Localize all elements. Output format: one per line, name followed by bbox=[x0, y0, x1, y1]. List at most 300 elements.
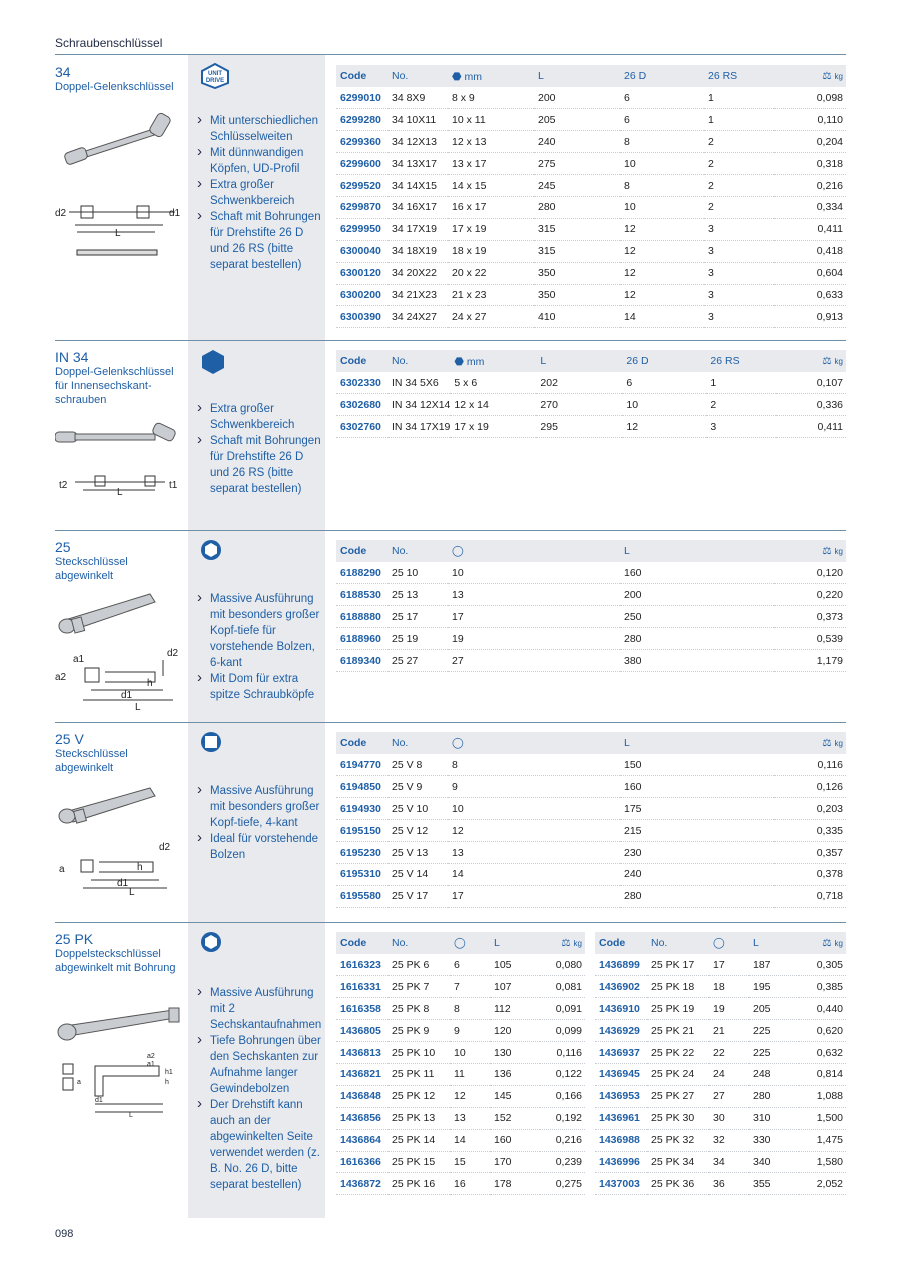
table-cell: 25 PK 36 bbox=[647, 1173, 709, 1195]
dim-label-right: t1 bbox=[169, 480, 178, 491]
table-cell: 21 bbox=[709, 1020, 749, 1042]
product-code: 1436902 bbox=[595, 976, 647, 998]
table-cell: 0,216 bbox=[774, 175, 846, 197]
table-cell: 13 bbox=[450, 1107, 490, 1129]
table-cell: 1,500 bbox=[799, 1107, 846, 1129]
product-code: 1436813 bbox=[336, 1042, 388, 1064]
table-row bbox=[336, 562, 846, 584]
dim-label-left: t2 bbox=[59, 480, 68, 491]
dim-label-a2: a2 bbox=[147, 1053, 155, 1060]
table-row bbox=[595, 1151, 846, 1173]
table-cell: 205 bbox=[749, 998, 799, 1020]
dim-label-d1: d1 bbox=[95, 1097, 103, 1104]
product-code: 1436945 bbox=[595, 1063, 647, 1085]
table-cell: 25 PK 6 bbox=[388, 954, 450, 976]
table-cell: 275 bbox=[534, 153, 620, 175]
table-row bbox=[336, 109, 846, 131]
table-cell: 0,411 bbox=[774, 218, 846, 240]
table-cell: 355 bbox=[749, 1173, 799, 1195]
table-cell: 280 bbox=[620, 628, 774, 650]
table-cell: 15 bbox=[450, 1151, 490, 1173]
table-cell: 280 bbox=[534, 196, 620, 218]
dim-label-h: h bbox=[137, 862, 143, 873]
feature-item: › Mit dünnwandigen Köpfen, UD-Profil bbox=[196, 145, 325, 177]
table-cell: 34 12X13 bbox=[388, 131, 448, 153]
product-table bbox=[336, 350, 846, 438]
table-cell: 8 bbox=[620, 131, 704, 153]
table-row bbox=[336, 863, 846, 885]
table-cell: 2 bbox=[704, 175, 774, 197]
product-drawing bbox=[55, 782, 185, 897]
table-row bbox=[336, 284, 846, 306]
dim-label-a2: a2 bbox=[55, 672, 67, 683]
col-header-length: L bbox=[490, 932, 540, 954]
table-cell: 380 bbox=[620, 650, 774, 672]
dim-label-d1: d1 bbox=[121, 690, 133, 701]
table-cell: 6 bbox=[450, 954, 490, 976]
table-row bbox=[336, 842, 846, 864]
table-cell: 1 bbox=[704, 109, 774, 131]
product-code: 6195310 bbox=[336, 863, 388, 885]
product-code: 6195150 bbox=[336, 820, 388, 842]
table-cell: 27 bbox=[448, 650, 620, 672]
table-row bbox=[595, 1085, 846, 1107]
table-cell: 0,204 bbox=[774, 131, 846, 153]
table-cell: 0,604 bbox=[774, 262, 846, 284]
table-cell: 280 bbox=[620, 885, 774, 907]
table-cell: 0,275 bbox=[540, 1173, 585, 1195]
table-cell: 0,091 bbox=[540, 998, 585, 1020]
feature-item: › Schaft mit Bohrungen für Drehstifte 26 D und 26 RS (bitte separat bestellen) bbox=[196, 433, 325, 497]
table-cell: 130 bbox=[490, 1042, 540, 1064]
product-code: 6300390 bbox=[336, 306, 388, 328]
table-cell: 25 V 13 bbox=[388, 842, 448, 864]
product-table-left bbox=[336, 932, 585, 1195]
table-cell: 20 x 22 bbox=[448, 262, 534, 284]
table-cell: 0,620 bbox=[799, 1020, 846, 1042]
table-cell: 0,318 bbox=[774, 153, 846, 175]
table-cell: 195 bbox=[749, 976, 799, 998]
product-table bbox=[336, 540, 846, 672]
table-cell: 0,099 bbox=[540, 1020, 585, 1042]
table-cell: 105 bbox=[490, 954, 540, 976]
table-cell: 1 bbox=[706, 372, 776, 394]
product-code: 6194850 bbox=[336, 776, 388, 798]
page-number: 098 bbox=[55, 1228, 74, 1240]
table-cell: 22 bbox=[709, 1042, 749, 1064]
dim-label-length: L bbox=[129, 1112, 133, 1119]
table-cell: 25 V 12 bbox=[388, 820, 448, 842]
table-cell: 0,081 bbox=[540, 976, 585, 998]
product-code: 1436953 bbox=[595, 1085, 647, 1107]
table-cell: 0,116 bbox=[540, 1042, 585, 1064]
table-row bbox=[336, 87, 846, 109]
table-cell: 0,122 bbox=[540, 1063, 585, 1085]
feature-list bbox=[196, 401, 325, 497]
dim-label-a: a bbox=[77, 1079, 81, 1086]
table-cell: 1,475 bbox=[799, 1129, 846, 1151]
table-cell: 10 bbox=[448, 562, 620, 584]
section-number: 25 PK bbox=[55, 931, 94, 947]
table-row bbox=[595, 1020, 846, 1042]
table-cell: 215 bbox=[620, 820, 774, 842]
product-code: 1437003 bbox=[595, 1173, 647, 1195]
feature-item: › Massive Ausführung mit besonders großer Kopf-tiefe, 4-kant bbox=[196, 783, 325, 831]
product-code: 1616323 bbox=[336, 954, 388, 976]
table-cell: 12 x 14 bbox=[450, 394, 536, 416]
table-cell: 16 x 17 bbox=[448, 196, 534, 218]
product-code: 1436821 bbox=[336, 1063, 388, 1085]
table-cell: 187 bbox=[749, 954, 799, 976]
section-number: 25 bbox=[55, 539, 71, 555]
col-header-no: No. bbox=[388, 540, 448, 562]
table-cell: 25 PK 10 bbox=[388, 1042, 450, 1064]
table-cell: 3 bbox=[704, 262, 774, 284]
table-cell: 10 bbox=[620, 196, 704, 218]
table-row bbox=[336, 196, 846, 218]
unit-drive-icon bbox=[200, 63, 230, 89]
section-number: 25 V bbox=[55, 731, 84, 747]
kg-scale-icon: ⚖ kg bbox=[774, 65, 846, 87]
product-code: 1436899 bbox=[595, 954, 647, 976]
table-cell: 248 bbox=[749, 1063, 799, 1085]
product-drawing bbox=[55, 422, 185, 502]
feature-panel bbox=[188, 923, 325, 1218]
table-cell: 25 PK 17 bbox=[647, 954, 709, 976]
table-cell: 25 PK 12 bbox=[388, 1085, 450, 1107]
table-row bbox=[595, 1063, 846, 1085]
table-cell: 25 10 bbox=[388, 562, 448, 584]
table-cell: 152 bbox=[490, 1107, 540, 1129]
table-row bbox=[336, 1107, 585, 1129]
table-cell: 16 bbox=[450, 1173, 490, 1195]
table-cell: 10 bbox=[622, 394, 706, 416]
dim-label-length: L bbox=[117, 487, 123, 498]
table-cell: 25 PK 32 bbox=[647, 1129, 709, 1151]
feature-item: › Der Drehstift kann auch an der abgewinkelten Seite verwendet werden (z. B. No. 26 D, bitte separat bestellen) bbox=[196, 1097, 325, 1193]
table-cell: 112 bbox=[490, 998, 540, 1020]
square-drive-icon bbox=[200, 731, 222, 753]
section-name: Doppel-Gelenkschlüssel bbox=[55, 81, 174, 93]
table-cell: 350 bbox=[534, 284, 620, 306]
table-cell: 175 bbox=[620, 798, 774, 820]
hexagon-icon bbox=[200, 539, 222, 561]
section-25pk bbox=[55, 922, 846, 1218]
table-row bbox=[336, 262, 846, 284]
table-row bbox=[336, 650, 846, 672]
product-code: 1616358 bbox=[336, 998, 388, 1020]
table-row bbox=[595, 1107, 846, 1129]
col-header-26rs: 26 RS bbox=[706, 350, 776, 372]
table-cell: 12 bbox=[620, 240, 704, 262]
section-name: Doppelsteckschlüssel abgewinkelt mit Bohrung bbox=[55, 948, 176, 974]
table-cell: 8 bbox=[450, 998, 490, 1020]
table-row bbox=[336, 998, 585, 1020]
table-cell: 0,126 bbox=[774, 776, 846, 798]
table-cell: 0,203 bbox=[774, 798, 846, 820]
table-cell: 245 bbox=[534, 175, 620, 197]
table-cell: 25 PK 18 bbox=[647, 976, 709, 998]
product-drawing bbox=[55, 1004, 185, 1119]
table-cell: 25 PK 21 bbox=[647, 1020, 709, 1042]
dim-label-a1: a1 bbox=[73, 654, 85, 665]
table-cell: 13 bbox=[448, 842, 620, 864]
table-row bbox=[336, 1063, 585, 1085]
feature-item: › Extra großer Schwenkbereich bbox=[196, 177, 325, 209]
table-cell: IN 34 12X14 bbox=[388, 394, 450, 416]
table-cell: 17 bbox=[448, 606, 620, 628]
table-cell: 10 x 11 bbox=[448, 109, 534, 131]
table-row bbox=[336, 131, 846, 153]
table-cell: 1,088 bbox=[799, 1085, 846, 1107]
table-cell: 295 bbox=[536, 416, 622, 438]
table-cell: 13 x 17 bbox=[448, 153, 534, 175]
product-table bbox=[336, 65, 846, 328]
table-cell: 310 bbox=[749, 1107, 799, 1129]
dim-label-a1: a1 bbox=[147, 1061, 155, 1068]
table-cell: 0,411 bbox=[776, 416, 846, 438]
table-cell: 0,166 bbox=[540, 1085, 585, 1107]
table-row bbox=[595, 998, 846, 1020]
table-cell: 6 bbox=[620, 87, 704, 109]
table-row bbox=[336, 1085, 585, 1107]
table-cell: 8 bbox=[620, 175, 704, 197]
table-cell: 2 bbox=[704, 131, 774, 153]
table-cell: 1,580 bbox=[799, 1151, 846, 1173]
feature-item: › Massive Ausführung mit besonders großer Kopf-tiefe für vorstehende Bolzen, 6-kant bbox=[196, 591, 325, 671]
product-code: 6300120 bbox=[336, 262, 388, 284]
table-cell: 24 x 27 bbox=[448, 306, 534, 328]
svg-text:DRIVE: DRIVE bbox=[205, 78, 225, 84]
product-code: 6299360 bbox=[336, 131, 388, 153]
socket-circle-icon: ◯ bbox=[448, 732, 620, 754]
kg-scale-icon: ⚖ kg bbox=[774, 540, 846, 562]
table-cell: 120 bbox=[490, 1020, 540, 1042]
table-cell: 18 x 19 bbox=[448, 240, 534, 262]
table-cell: 25 19 bbox=[388, 628, 448, 650]
section-in34 bbox=[55, 340, 846, 530]
product-code: 1436864 bbox=[336, 1129, 388, 1151]
product-code: 1436937 bbox=[595, 1042, 647, 1064]
table-cell: 12 bbox=[448, 820, 620, 842]
col-header-length: L bbox=[749, 932, 799, 954]
table-row bbox=[336, 306, 846, 328]
table-cell: 0,718 bbox=[774, 885, 846, 907]
table-cell: 12 bbox=[622, 416, 706, 438]
table-cell: 0,192 bbox=[540, 1107, 585, 1129]
table-cell: 36 bbox=[709, 1173, 749, 1195]
product-code: 1436929 bbox=[595, 1020, 647, 1042]
table-cell: 107 bbox=[490, 976, 540, 998]
feature-item: › Mit unterschiedlichen Schlüsselweiten bbox=[196, 113, 325, 145]
table-cell: 12 bbox=[450, 1085, 490, 1107]
table-cell: 12 bbox=[620, 262, 704, 284]
table-row bbox=[336, 372, 846, 394]
kg-scale-icon: ⚖ kg bbox=[774, 732, 846, 754]
table-cell: 0,633 bbox=[774, 284, 846, 306]
product-table-right bbox=[595, 932, 846, 1195]
table-row bbox=[336, 798, 846, 820]
table-cell: 1 bbox=[704, 87, 774, 109]
table-cell: 3 bbox=[706, 416, 776, 438]
table-row bbox=[336, 416, 846, 438]
section-name: Steckschlüssel abgewinkelt bbox=[55, 556, 128, 582]
table-cell: 3 bbox=[704, 306, 774, 328]
table-cell: 34 8X9 bbox=[388, 87, 448, 109]
table-cell: 18 bbox=[709, 976, 749, 998]
table-row bbox=[336, 820, 846, 842]
table-cell: 0,335 bbox=[774, 820, 846, 842]
table-cell: 6 bbox=[620, 109, 704, 131]
table-row bbox=[336, 394, 846, 416]
table-row bbox=[336, 628, 846, 650]
col-header-no: No. bbox=[388, 65, 448, 87]
table-cell: 0,913 bbox=[774, 306, 846, 328]
table-cell: 0,305 bbox=[799, 954, 846, 976]
table-row bbox=[336, 976, 585, 998]
product-drawing bbox=[55, 590, 185, 715]
table-cell: 0,116 bbox=[774, 754, 846, 776]
table-cell: 27 bbox=[709, 1085, 749, 1107]
table-row bbox=[595, 1173, 846, 1195]
product-code: 1436996 bbox=[595, 1151, 647, 1173]
table-cell: 8 x 9 bbox=[448, 87, 534, 109]
svg-text:UNIT: UNIT bbox=[208, 71, 222, 77]
feature-list bbox=[196, 985, 325, 1193]
table-cell: 25 PK 24 bbox=[647, 1063, 709, 1085]
product-code: 6195230 bbox=[336, 842, 388, 864]
dim-label-left: d2 bbox=[55, 208, 67, 219]
feature-panel bbox=[188, 723, 325, 922]
table-cell: 0,110 bbox=[774, 109, 846, 131]
table-cell: IN 34 5X6 bbox=[388, 372, 450, 394]
hexagon-icon bbox=[200, 349, 226, 375]
table-cell: 160 bbox=[620, 562, 774, 584]
product-code: 6188880 bbox=[336, 606, 388, 628]
col-header-length: L bbox=[534, 65, 620, 87]
table-cell: IN 34 17X19 bbox=[388, 416, 450, 438]
table-cell: 25 PK 14 bbox=[388, 1129, 450, 1151]
table-cell: 25 V 8 bbox=[388, 754, 448, 776]
socket-circle-icon: ◯ bbox=[709, 932, 749, 954]
col-header-size: ⬣ mm bbox=[450, 350, 536, 372]
table-cell: 0,357 bbox=[774, 842, 846, 864]
kg-scale-icon: ⚖ kg bbox=[799, 932, 846, 954]
hexagon-icon bbox=[200, 931, 222, 953]
table-cell: 24 bbox=[709, 1063, 749, 1085]
wrench-size-icon: ⬣ bbox=[454, 355, 464, 368]
table-cell: 34 18X19 bbox=[388, 240, 448, 262]
feature-panel bbox=[188, 55, 325, 340]
table-cell: 0,120 bbox=[774, 562, 846, 584]
table-row bbox=[595, 1129, 846, 1151]
product-code: 1436848 bbox=[336, 1085, 388, 1107]
table-cell: 200 bbox=[620, 584, 774, 606]
product-code: 6188290 bbox=[336, 562, 388, 584]
table-cell: 0,239 bbox=[540, 1151, 585, 1173]
table-cell: 240 bbox=[534, 131, 620, 153]
table-cell: 410 bbox=[534, 306, 620, 328]
section-number: 34 bbox=[55, 64, 71, 80]
table-cell: 3 bbox=[704, 218, 774, 240]
table-row bbox=[336, 754, 846, 776]
col-header-26rs: 26 RS bbox=[704, 65, 774, 87]
table-cell: 25 PK 7 bbox=[388, 976, 450, 998]
table-row bbox=[336, 1151, 585, 1173]
dim-label-length: L bbox=[115, 228, 121, 239]
table-cell: 3 bbox=[704, 240, 774, 262]
table-cell: 0,098 bbox=[774, 87, 846, 109]
section-number: IN 34 bbox=[55, 349, 89, 365]
section-25v bbox=[55, 722, 846, 922]
table-cell: 25 PK 22 bbox=[647, 1042, 709, 1064]
table-cell: 9 bbox=[450, 1020, 490, 1042]
product-code: 6302760 bbox=[336, 416, 388, 438]
table-cell: 136 bbox=[490, 1063, 540, 1085]
product-code: 1436988 bbox=[595, 1129, 647, 1151]
table-cell: 7 bbox=[450, 976, 490, 998]
section-name: Steckschlüssel abgewinkelt bbox=[55, 748, 128, 774]
table-cell: 160 bbox=[620, 776, 774, 798]
col-header-code: Code bbox=[336, 932, 388, 954]
table-cell: 0,378 bbox=[774, 863, 846, 885]
product-code: 6300040 bbox=[336, 240, 388, 262]
table-cell: 10 bbox=[450, 1042, 490, 1064]
table-cell: 19 bbox=[448, 628, 620, 650]
table-cell: 250 bbox=[620, 606, 774, 628]
dim-label-length: L bbox=[129, 887, 135, 897]
wrench-size-icon: ⬣ bbox=[452, 70, 462, 83]
table-cell: 14 bbox=[620, 306, 704, 328]
dim-label-h1: h1 bbox=[165, 1069, 173, 1076]
table-cell: 350 bbox=[534, 262, 620, 284]
table-cell: 17 x 19 bbox=[450, 416, 536, 438]
table-cell: 205 bbox=[534, 109, 620, 131]
socket-circle-icon: ◯ bbox=[450, 932, 490, 954]
table-row bbox=[336, 1020, 585, 1042]
product-code: 6194770 bbox=[336, 754, 388, 776]
feature-panel bbox=[188, 341, 325, 530]
table-cell: 202 bbox=[536, 372, 622, 394]
product-code: 6299010 bbox=[336, 87, 388, 109]
table-cell: 315 bbox=[534, 240, 620, 262]
page-header-title: Schraubenschlüssel bbox=[55, 36, 163, 50]
feature-panel bbox=[188, 531, 325, 722]
table-cell: 5 x 6 bbox=[450, 372, 536, 394]
feature-list bbox=[196, 591, 325, 703]
table-cell: 25 13 bbox=[388, 584, 448, 606]
dim-label-a: a bbox=[59, 864, 65, 875]
table-row bbox=[336, 584, 846, 606]
table-cell: 315 bbox=[534, 218, 620, 240]
table-cell: 12 x 13 bbox=[448, 131, 534, 153]
col-header-code: Code bbox=[336, 540, 388, 562]
table-cell: 14 bbox=[450, 1129, 490, 1151]
col-header-code: Code bbox=[336, 350, 388, 372]
col-header-code: Code bbox=[336, 732, 388, 754]
product-code: 1436961 bbox=[595, 1107, 647, 1129]
table-cell: 17 bbox=[709, 954, 749, 976]
table-cell: 170 bbox=[490, 1151, 540, 1173]
table-cell: 2,052 bbox=[799, 1173, 846, 1195]
feature-item: › Tiefe Bohrungen über den Sechskanten zur Aufnahme langer Gewindebolzen bbox=[196, 1033, 325, 1097]
table-row bbox=[595, 976, 846, 998]
table-cell: 17 bbox=[448, 885, 620, 907]
table-cell: 34 10X11 bbox=[388, 109, 448, 131]
col-header-code: Code bbox=[595, 932, 647, 954]
product-code: 6300200 bbox=[336, 284, 388, 306]
table-cell: 25 V 10 bbox=[388, 798, 448, 820]
